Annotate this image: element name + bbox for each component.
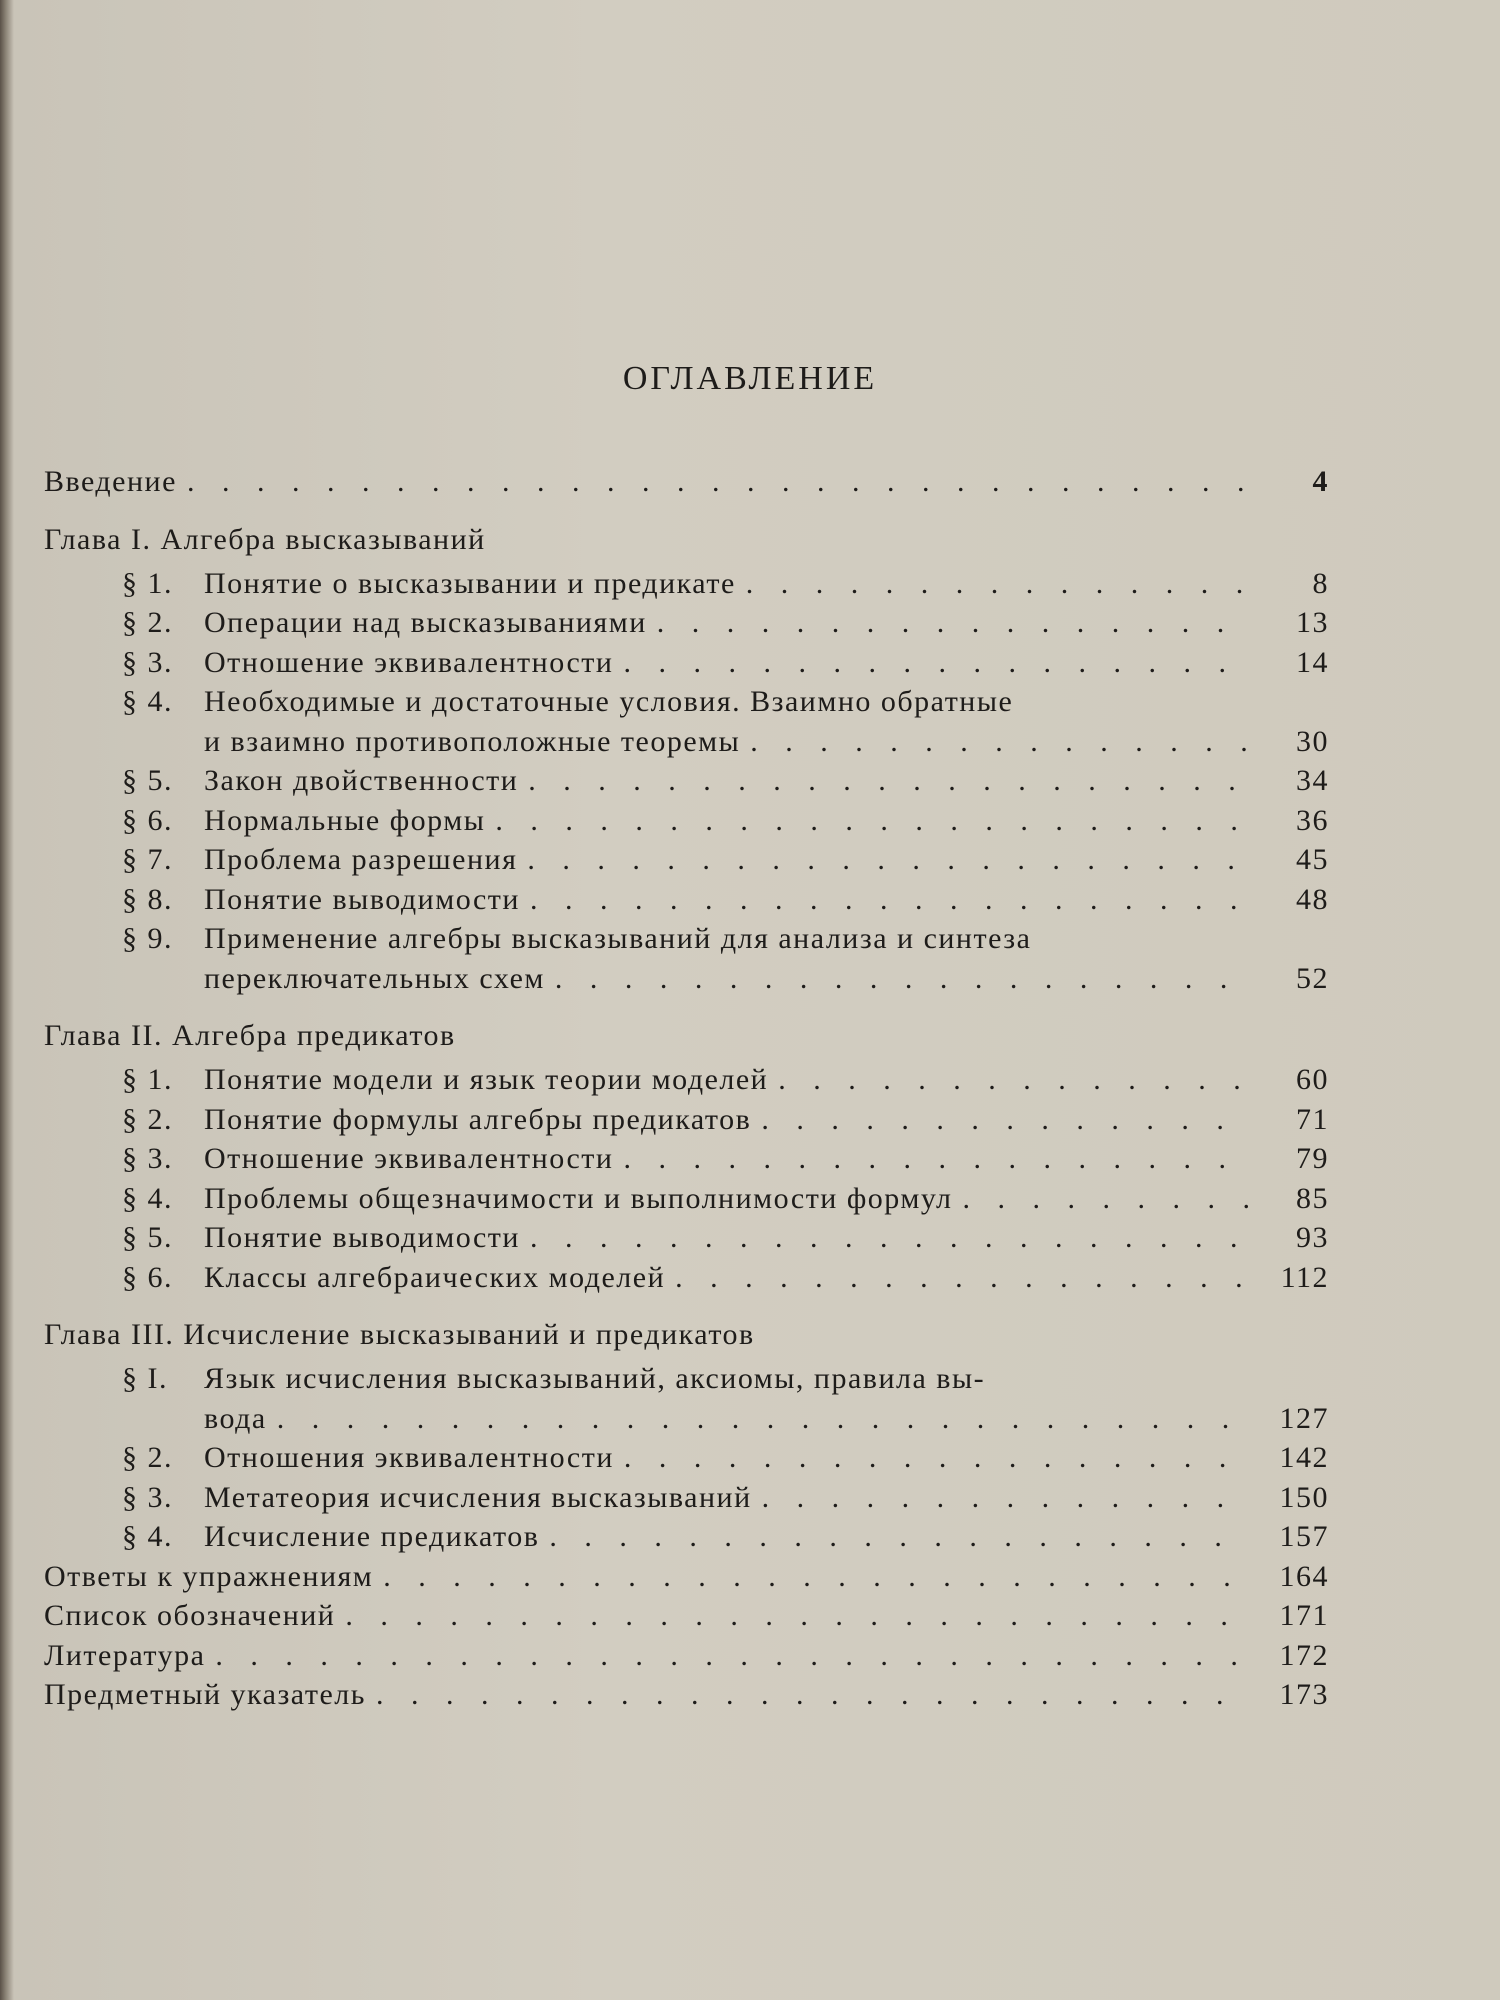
leader-dots [495, 801, 1249, 841]
entry-title: Отношение эквивалентности [204, 645, 614, 679]
entry-title-continuation: и взаимно противоположные теоремы [204, 724, 741, 758]
page-number: 173 [1279, 1678, 1329, 1711]
leader-dots [215, 1636, 1249, 1676]
section-number: § 2. [122, 606, 173, 639]
leader-dots [778, 1060, 1249, 1100]
section-number: § 6. [122, 803, 173, 837]
entry-title: Отношение эквивалентности [204, 1142, 614, 1175]
toc-entry[interactable] [44, 840, 1329, 880]
toc-entry[interactable] [44, 603, 1329, 643]
section-number: § 5. [122, 764, 173, 797]
toc-entry[interactable] [44, 1675, 1329, 1715]
entry-title: Нормальные формы [204, 803, 486, 837]
leader-dots [527, 840, 1249, 880]
toc-entry[interactable] [44, 1438, 1329, 1478]
leader-dots [528, 761, 1249, 801]
chapter-heading [44, 1311, 1329, 1359]
entry-title: Необходимые и достаточные условия. Взаимно обратные [204, 685, 1014, 718]
section-number: § 3. [122, 1480, 173, 1514]
toc-entry[interactable] [44, 919, 1329, 959]
entry-title: Введение [44, 465, 177, 498]
page-number: 13 [1296, 606, 1329, 639]
leader-dots [623, 1139, 1249, 1179]
leader-dots [624, 1438, 1249, 1478]
toc-entry[interactable] [44, 1517, 1329, 1557]
toc-entry-continuation [44, 1399, 1329, 1439]
section-number: § 4. [122, 685, 173, 718]
leader-dots [962, 1179, 1249, 1219]
page-number: 85 [1296, 1181, 1329, 1215]
entry-title: Понятие о высказывании и предикате [204, 566, 736, 600]
leader-dots [383, 1557, 1249, 1597]
entry-title: Понятие модели и язык теории моделей [204, 1063, 769, 1096]
entry-title: Ответы к упражнениям [44, 1559, 374, 1593]
section-number: § 4. [122, 1520, 173, 1553]
entry-title: Метатеория исчисления высказываний [204, 1480, 752, 1514]
entry-title: Проблема разрешения [204, 843, 518, 876]
entry-title: Проблемы общезначимости и выполнимости формул [204, 1181, 953, 1215]
page-number: 71 [1296, 1102, 1329, 1136]
section-number: § 9. [122, 922, 173, 955]
section-number: § 2. [122, 1441, 173, 1474]
toc-entry[interactable] [44, 564, 1329, 604]
page-number: 30 [1296, 724, 1329, 758]
leader-dots [530, 1218, 1249, 1258]
entry-title: Язык исчисления высказываний, аксиомы, правила вы- [204, 1362, 986, 1395]
page-number: 171 [1279, 1599, 1329, 1632]
entry-title: Исчисление предикатов [204, 1520, 540, 1553]
chapter-title: Глава I. Алгебра высказываний [44, 522, 486, 556]
entry-title: Список обозначений [44, 1599, 336, 1632]
page-number: 36 [1296, 803, 1329, 837]
page-number: 48 [1296, 882, 1329, 916]
page-number: 157 [1279, 1520, 1329, 1553]
toc-entry[interactable] [44, 1218, 1329, 1258]
page-number: 60 [1296, 1063, 1329, 1096]
toc-entry-continuation [44, 959, 1329, 999]
chapter-title: Глава III. Исчисление высказываний и предикатов [44, 1318, 755, 1351]
table-of-contents [44, 462, 1329, 1715]
section-number: § 1. [122, 1063, 173, 1096]
toc-entry[interactable] [44, 1139, 1329, 1179]
leader-dots [187, 462, 1249, 502]
toc-entry[interactable] [44, 1636, 1329, 1676]
toc-entry[interactable] [44, 801, 1329, 841]
entry-title: Понятие формулы алгебры предикатов [204, 1102, 752, 1136]
toc-entry[interactable] [44, 1179, 1329, 1219]
page-number: 93 [1296, 1221, 1329, 1254]
entry-title: Операции над высказываниями [204, 606, 647, 639]
section-number: § 2. [122, 1102, 173, 1136]
page-number: 112 [1280, 1260, 1329, 1294]
leader-dots [530, 880, 1249, 920]
leader-dots [376, 1675, 1249, 1715]
entry-title: Предметный указатель [44, 1678, 366, 1711]
toc-entry[interactable] [44, 682, 1329, 722]
leader-dots [657, 603, 1249, 643]
toc-entry[interactable] [44, 1596, 1329, 1636]
chapter-heading [44, 1012, 1329, 1060]
section-number: § 7. [122, 843, 173, 876]
leader-dots [762, 1478, 1249, 1518]
entry-title: Применение алгебры высказываний для анализа и синтеза [204, 922, 1032, 955]
page-number: 52 [1296, 961, 1329, 995]
toc-entry[interactable] [44, 1359, 1329, 1399]
page-number: 8 [1312, 566, 1329, 600]
entry-title: Классы алгебраических моделей [204, 1260, 666, 1294]
leader-dots [549, 1517, 1249, 1557]
leader-dots [761, 1100, 1249, 1140]
leader-dots [750, 722, 1249, 762]
section-number: § I. [122, 1362, 168, 1395]
page-number: 164 [1279, 1559, 1329, 1593]
toc-entry[interactable] [44, 880, 1329, 920]
section-number: § 8. [122, 882, 173, 916]
entry-title: Отношения эквивалентности [204, 1441, 614, 1474]
leader-dots [746, 564, 1249, 604]
page-number: 45 [1296, 843, 1329, 876]
leader-dots [277, 1399, 1249, 1439]
page-number: 14 [1296, 645, 1329, 679]
section-number: § 4. [122, 1181, 173, 1215]
leader-dots [345, 1596, 1249, 1636]
chapter-title: Глава II. Алгебра предикатов [44, 1019, 456, 1052]
toc-entry[interactable] [44, 1100, 1329, 1140]
toc-entry[interactable] [44, 1478, 1329, 1518]
page-number: 150 [1279, 1480, 1329, 1514]
toc-entry[interactable] [44, 1557, 1329, 1597]
toc-entry[interactable] [44, 761, 1329, 801]
page-number: 34 [1296, 764, 1329, 797]
entry-title-continuation: переключательных схем [204, 961, 545, 995]
toc-entry[interactable] [44, 462, 1329, 502]
entry-title: Понятие выводимости [204, 882, 520, 916]
leader-dots [623, 643, 1249, 683]
chapter-heading [44, 516, 1329, 564]
entry-title: Закон двойственности [204, 764, 519, 797]
page-number: 4 [1312, 465, 1329, 498]
toc-title: ОГЛАВЛЕНИЕ [622, 360, 878, 397]
entry-title: Понятие выводимости [204, 1221, 520, 1254]
leader-dots [675, 1258, 1249, 1298]
entry-title: Литература [44, 1638, 206, 1672]
section-number: § 3. [122, 645, 173, 679]
page-number: 142 [1279, 1441, 1329, 1474]
page-number: 127 [1279, 1401, 1329, 1435]
section-number: § 3. [122, 1142, 173, 1175]
entry-title-continuation: вода [204, 1401, 267, 1435]
leader-dots [555, 959, 1249, 999]
toc-entry-continuation [44, 722, 1329, 762]
page-number: 172 [1279, 1638, 1329, 1672]
section-number: § 6. [122, 1260, 173, 1294]
page-number: 79 [1296, 1142, 1329, 1175]
toc-entry[interactable] [44, 1060, 1329, 1100]
toc-entry[interactable] [44, 1258, 1329, 1298]
section-number: § 1. [122, 566, 173, 600]
toc-entry[interactable] [44, 643, 1329, 683]
section-number: § 5. [122, 1221, 173, 1254]
